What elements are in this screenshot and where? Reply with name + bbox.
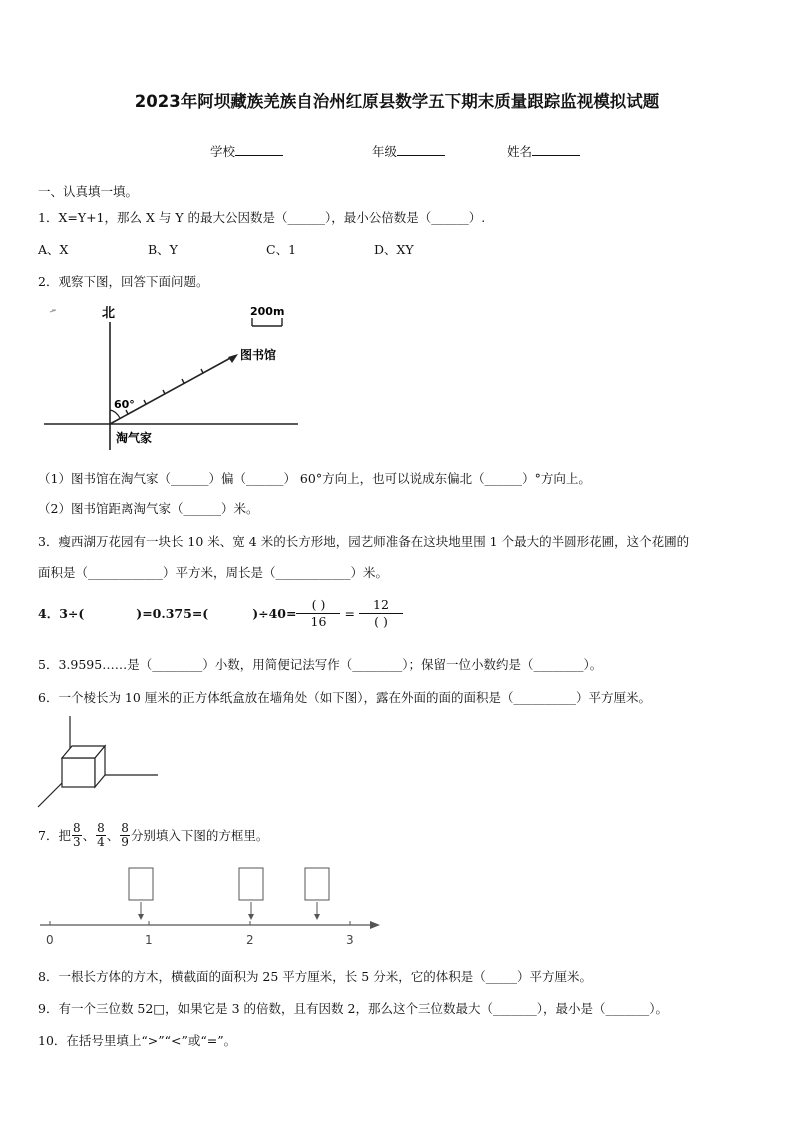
q7-sep-1: 、 — [82, 828, 96, 844]
q3-line2: 面积是（____________）平方米，周长是（____________）米。 — [38, 565, 389, 580]
scale-label: 200m — [250, 305, 285, 318]
q2-sub2: （2）图书馆距离淘气家（______）米。 — [38, 501, 259, 516]
q7-fraction-2 — [96, 822, 106, 848]
q7-frac3-num: 8 — [121, 821, 129, 835]
direction-figure — [38, 300, 308, 455]
library-label: 图书馆 — [240, 348, 277, 362]
question-2: 2．观察下图，回答下面问题。 — [38, 274, 209, 289]
grade-field — [372, 142, 445, 160]
q7-suffix: 分别填入下图的方框里。 — [130, 828, 269, 844]
question-6: 6．一个棱长为 10 厘米的正方体纸盒放在墙角处（如下图），露在外面的面的面积是（__________）平方厘米。 — [38, 690, 652, 705]
grade-label: 年级 — [372, 144, 398, 159]
axis-label-3: 3 — [346, 933, 354, 947]
school-field — [210, 142, 283, 160]
name-field — [507, 142, 580, 160]
q4-fraction-2 — [359, 597, 403, 629]
axis-label-0: 0 — [46, 933, 54, 947]
answer-box-1[interactable] — [129, 868, 153, 900]
grade-blank[interactable] — [397, 143, 445, 156]
q4-fraction-1 — [296, 597, 340, 629]
question-8: 8．一根长方体的方木，横截面的面积为 25 平方厘米，长 5 分米，它的体积是（_____）平方厘米。 — [38, 969, 592, 984]
question-5: 5．3.9595……是（________）小数，用简便记法写作（________）；保留一位小数约是（________）。 — [38, 657, 603, 672]
name-blank[interactable] — [532, 143, 580, 156]
angle-label: 60° — [114, 398, 135, 411]
q1-option-a[interactable]: A、X — [38, 242, 69, 257]
number-line-figure — [36, 862, 386, 952]
axis-label-1: 1 — [145, 933, 153, 947]
q1-option-b[interactable]: B、Y — [148, 242, 178, 257]
q7-frac1-num: 8 — [72, 821, 81, 835]
q7-frac3-den: 9 — [121, 834, 129, 849]
q4-mid1: )=0.375=( — [136, 605, 209, 621]
q4-mid2: )÷40= — [252, 605, 297, 621]
question-7 — [38, 822, 268, 848]
q4-frac2-numerator: 12 — [359, 597, 403, 614]
q4-frac1-numerator[interactable]: ( ) — [296, 597, 340, 614]
north-label: 北 — [102, 306, 116, 321]
q7-fraction-1 — [72, 822, 82, 848]
q1-option-d[interactable]: D、XY — [374, 242, 414, 257]
q7-frac1-den: 3 — [72, 834, 81, 849]
q3-line1: 3．瘦西湖万花园有一块长 10 米、宽 4 米的长方形地，园艺师准备在这块地里围 1 个最大的半圆形花圃，这个花圃的 — [38, 534, 690, 549]
question-4 — [38, 597, 403, 629]
q1-option-c[interactable]: C、1 — [266, 242, 297, 257]
q4-frac2-denominator[interactable]: ( ) — [374, 613, 388, 629]
answer-box-2[interactable] — [239, 868, 263, 900]
page-title: 2023年阿坝藏族羌族自治州红原县数学五下期末质量跟踪监视模拟试题 — [134, 92, 660, 111]
school-blank[interactable] — [235, 143, 283, 156]
answer-box-3[interactable] — [305, 868, 329, 900]
q7-frac2-num: 8 — [97, 821, 105, 835]
cube-corner-figure — [36, 712, 166, 812]
q4-prefix: 4．3÷( — [38, 606, 85, 622]
question-1: 1．X=Y+1，那么 X 与 Y 的最大公因数是（______），最小公倍数是（______）. — [38, 210, 486, 225]
q4-equals: = — [344, 605, 355, 621]
q7-fraction-3 — [120, 822, 130, 848]
home-label: 淘气家 — [116, 431, 153, 445]
question-10: 10．在括号里填上“>”“<”或“=”。 — [38, 1033, 237, 1048]
axis-label-2: 2 — [246, 933, 254, 947]
q4-frac1-denominator: 16 — [310, 613, 327, 629]
question-9: 9．有一个三位数 52□，如果它是 3 的倍数，且有因数 2，那么这个三位数最大（_______），最小是（_______）。 — [38, 1001, 668, 1016]
q7-prefix: 7．把 — [38, 828, 71, 844]
q7-frac2-den: 4 — [97, 834, 105, 849]
school-label: 学校 — [210, 144, 236, 159]
section-heading: 一、认真填一填。 — [38, 184, 139, 199]
name-label: 姓名 — [507, 144, 533, 159]
q7-sep-2: 、 — [106, 828, 120, 844]
q2-sub1: （1）图书馆在淘气家（______）偏（______） 60°方向上，也可以说成东偏北（______）°方向上。 — [38, 471, 591, 486]
